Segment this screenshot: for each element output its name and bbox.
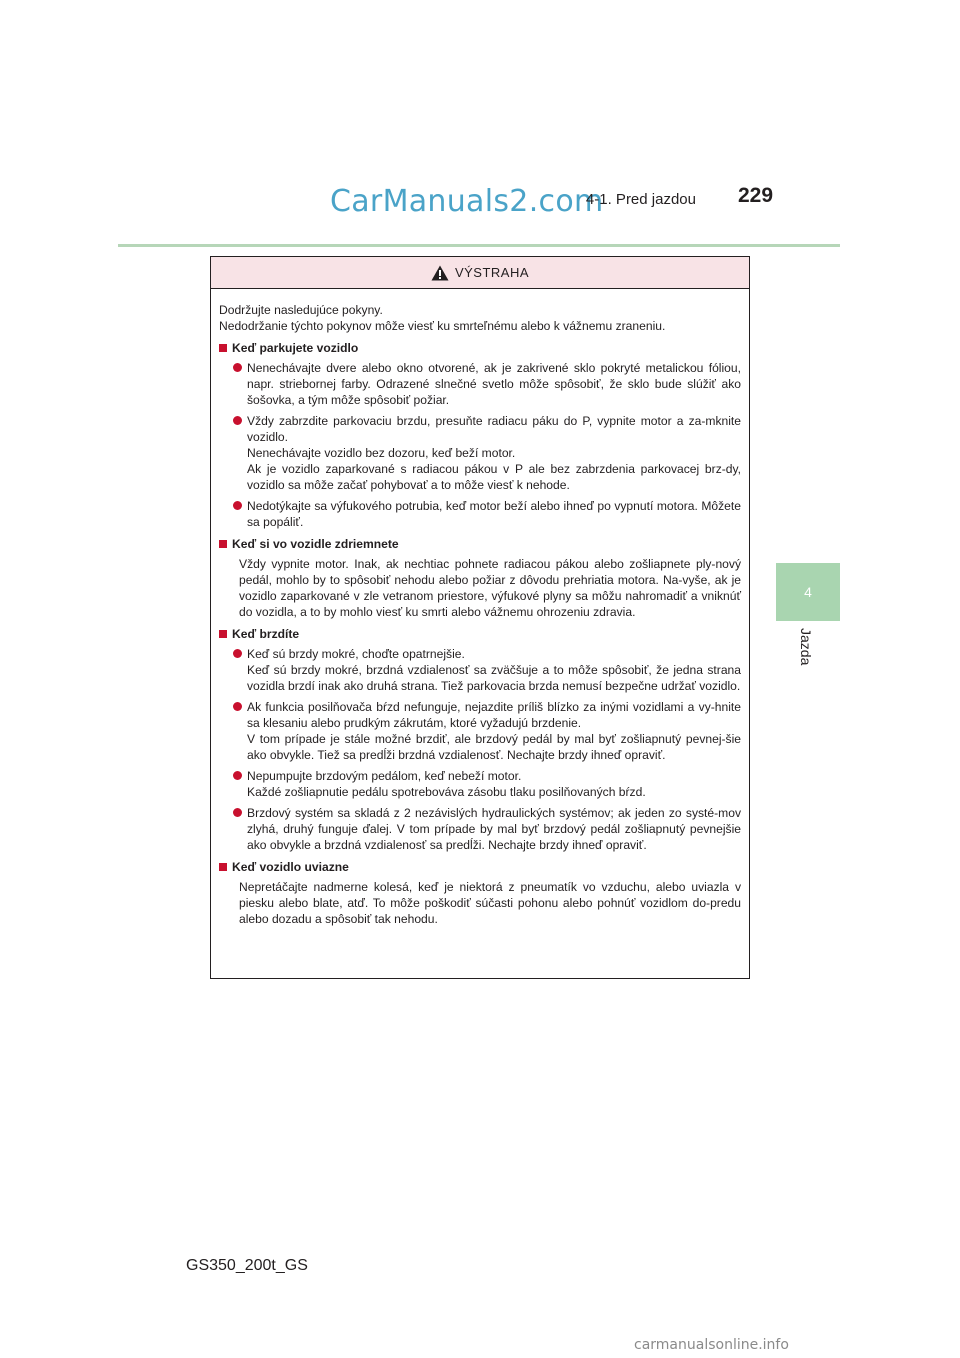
bullet-item: [233, 805, 741, 853]
section-title: 4-1. Pred jazdou: [585, 191, 696, 208]
model-code: GS350_200t_GS: [186, 1257, 308, 1274]
section-heading: [219, 340, 741, 356]
bullet-paragraph: Každé zošliapnutie pedálu spotrebováva zásobu tlaku posilňovaných bŕzd.: [247, 785, 646, 799]
bullet-dot-icon: [233, 649, 242, 658]
warning-intro: [219, 302, 741, 334]
bullet-dot-icon: [233, 363, 242, 372]
section-heading: [219, 859, 741, 875]
square-bullet-icon: [219, 540, 227, 548]
warning-triangle-icon: [431, 265, 449, 281]
bullet-paragraph: Nenechávajte vozidlo bez dozoru, keď beží motor.: [247, 446, 516, 460]
bullet-text: [247, 413, 741, 493]
bullet-item: [233, 699, 741, 763]
bullet-text: [247, 498, 741, 530]
bullet-paragraph: Nepumpujte brzdovým pedálom, keď nebeží motor.: [247, 769, 522, 783]
bullet-paragraph: Keď sú brzdy mokré, brzdná vzdialenosť sa zväčšuje a to môže spôsobiť, že jedna strana vozidla brzdí inak ako druhá strana. Tiež parkovacia brzda nemusí bezpečne udržať vozidlo.: [247, 663, 741, 693]
bullet-item: [233, 360, 741, 408]
bullet-text: [247, 360, 741, 408]
section-heading-text: Keď brzdíte: [232, 627, 300, 641]
bullet-paragraph: Vždy zabrzdite parkovaciu brzdu, presuňte radiacu páku do P, vypnite motor a za-mknite vozidlo.: [247, 414, 741, 444]
section-paragraph: Nepretáčajte nadmerne kolesá, keď je niektorá z pneumatík vo vzduchu, alebo uviazla v piesku alebo blate, atď. To môže poškodiť súčasti pohonu alebo pohnúť vozidlom do-predu alebo dozadu a spôsobiť tak nehodu.: [239, 880, 741, 926]
warning-header: [211, 257, 749, 289]
page-number: 229: [738, 184, 774, 207]
bullet-dot-icon: [233, 808, 242, 817]
bullet-dot-icon: [233, 416, 242, 425]
bullet-paragraph: V tom prípade je stále možné brzdiť, ale brzdový pedál by mal byť zošliapnutý pevnej-šie ako obvykle. Tiež sa predĺži brzdná vzdialenosť. Nechajte brzdy ihneď opraviť.: [247, 732, 741, 762]
bullet-text: [247, 768, 741, 800]
header-rule: [118, 244, 840, 247]
square-bullet-icon: [219, 630, 227, 638]
section-heading-text: Keď parkujete vozidlo: [232, 341, 359, 355]
bullet-dot-icon: [233, 702, 242, 711]
section-heading-text: Keď vozidlo uviazne: [232, 860, 349, 874]
section-heading: [219, 536, 741, 552]
bullet-dot-icon: [233, 501, 242, 510]
chapter-label: Jazda: [798, 628, 814, 666]
bullet-paragraph: Nenechávajte dvere alebo okno otvorené, ak je zakrivené sklo pokryté metalickou fóliou, napr. striebornej farby. Odrazené slnečné svetlo môže spôsobiť, že sklo bude slúžiť ako šošovka, a tým môže spôsobiť požiar.: [247, 361, 741, 407]
section-paragraph: Vždy vypnite motor. Inak, ak nechtiac pohnete radiacou pákou alebo zošliapnete ply-nový pedál, mohlo by to spôsobiť nehodu alebo požiar z dôvodu prehriatia motora. Na-vyše, ak je vozidlo zaparkované v zle vetranom priestore, výfukové plyny sa môžu nahromadiť a vniknúť do vozidla, a to by mohlo viesť ku smrti alebo vážnemu ohrozeniu zdravia.: [239, 557, 741, 619]
section-heading: [219, 626, 741, 642]
warning-section: [219, 536, 741, 620]
warning-section: [219, 859, 741, 927]
bullet-item: [233, 498, 741, 530]
warning-box: [210, 256, 750, 979]
bullet-paragraph: Ak funkcia posilňovača bŕzd nefunguje, nejazdite príliš blízko za inými vozidlami a vy-hnite sa klesaniu alebo prudkým zákrutám, ktoré vyžadujú brzdenie.: [247, 700, 741, 730]
bullet-text: [247, 646, 741, 694]
chapter-number: 4: [804, 584, 812, 600]
square-bullet-icon: [219, 344, 227, 352]
bullet-paragraph: Keď sú brzdy mokré, choďte opatrnejšie.: [247, 647, 465, 661]
bullet-text: [247, 699, 741, 763]
warning-sections: [219, 340, 741, 927]
intro-line: Dodržujte nasledujúce pokyny.: [219, 303, 383, 317]
bullet-paragraph: Ak je vozidlo zaparkované s radiacou pákou v P ale bez zabrzdenia parkovacej brz-dy, vozidlo sa môže začať pohybovať a to môže viesť k nehode.: [247, 462, 741, 492]
watermark-logo: CarManuals2.com: [330, 184, 604, 219]
bullet-paragraph: Brzdový systém sa skladá z 2 nezávislých hydraulických systémov; ak jeden zo systé-mov zlyhá, druhý funguje ďalej. V tom prípade by mal byť brzdový pedál zošliapnutý pevnejšie ako obvykle a brzdná vzdialenosť sa predĺži. Nechajte brzdy ihneď opraviť.: [247, 806, 741, 852]
square-bullet-icon: [219, 863, 227, 871]
warning-section: [219, 340, 741, 530]
section-heading-text: Keď si vo vozidle zdriemnete: [232, 537, 399, 551]
watermark-footer: carmanualsonline.info: [634, 1337, 789, 1353]
warning-title: VÝSTRAHA: [454, 265, 530, 280]
bullet-item: [233, 768, 741, 800]
chapter-tab: [776, 563, 840, 621]
bullet-text: [247, 805, 741, 853]
bullet-dot-icon: [233, 771, 242, 780]
bullet-item: [233, 646, 741, 694]
bullet-item: [233, 413, 741, 493]
warning-section: [219, 626, 741, 853]
warning-body: [211, 289, 749, 927]
bullet-paragraph: Nedotýkajte sa výfukového potrubia, keď motor beží alebo ihneď po vypnutí motora. Môžete sa popáliť.: [247, 499, 741, 529]
intro-line: Nedodržanie týchto pokynov môže viesť ku smrteľnému alebo k vážnemu zraneniu.: [219, 319, 666, 333]
